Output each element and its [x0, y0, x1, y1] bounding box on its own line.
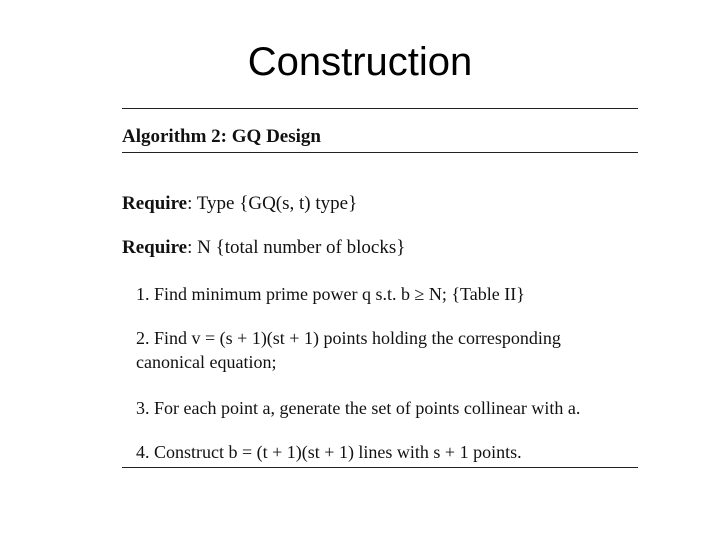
header-rule	[122, 152, 638, 153]
top-rule	[122, 108, 638, 109]
algorithm-header: Algorithm 2: GQ Design	[122, 126, 321, 147]
step-4: 4. Construct b = (t + 1)(st + 1) lines with s + 1 points.	[136, 442, 522, 462]
step-2-continuation: canonical equation;	[136, 352, 277, 372]
require-label: Require	[122, 193, 188, 214]
require-n-text: :	[187, 237, 198, 258]
require-type-line	[122, 193, 357, 215]
require-type-text: : Type	[187, 193, 240, 214]
bottom-rule	[122, 467, 638, 468]
step-3: 3. For each point a, generate the set of points collinear with a.	[136, 398, 581, 418]
step-2: 2. Find v = (s + 1)(st + 1) points holding the corresponding	[136, 328, 561, 348]
step-1: 1. Find minimum prime power q s.t. b ≥ N; {Table II}	[136, 284, 525, 304]
require-type-math: {GQ(s, t) type}	[239, 193, 358, 214]
slide-title: Construction	[247, 40, 473, 84]
require-n-math: N {total number of blocks}	[197, 237, 406, 258]
require-label: Require	[122, 237, 188, 258]
require-n-line	[122, 237, 405, 259]
